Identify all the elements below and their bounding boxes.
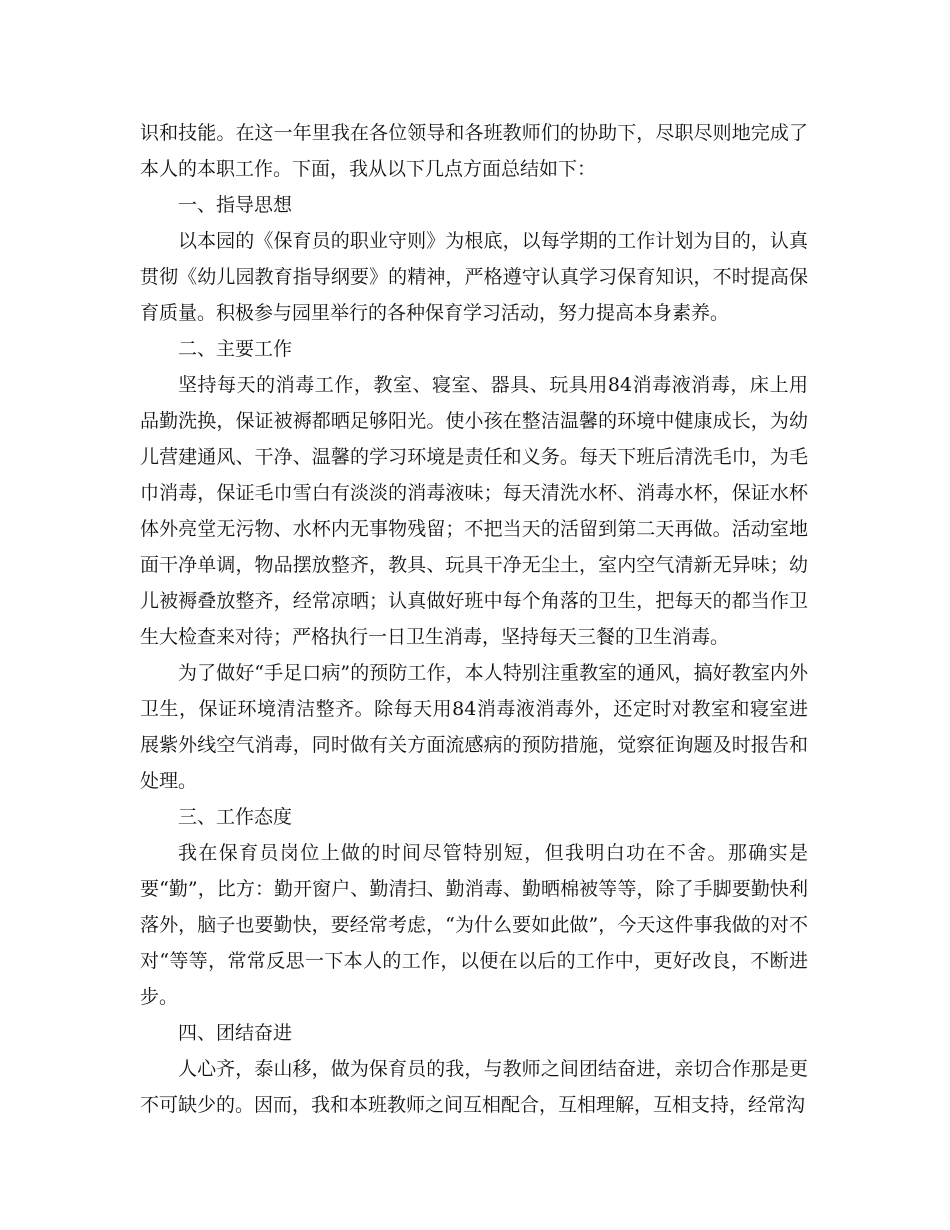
paragraph-work-attitude: 我在保育员岗位上做的时间尽管特别短，但我明白功在不舍。那确实是要“勤”，比方：勤开窗户、勤清扫、勤消毒、勤晒棉被等等，除了手脚要勤快利落外，脑子也要勤快，要经常考虑，“为什么要如此做”，今天这件事我做的对不对“等等，常常反思一下本人的工作，以便在以后的工作中，更好改良，不断进步。 [140,842,808,1008]
paragraph-continued-intro: 识和技能。在这一年里我在各位领导和各班教师们的协助下，尽职尽则地完成了本人的本职工作。下面，我从以下几点方面总结如下： [140,122,808,180]
paragraph-guiding-ideology: 以本园的《保育员的职业守则》为根底，以每学期的工作计划为目的，认真贯彻《幼儿园教育指导纲要》的精神，严格遵守认真学习保育知识，不时提高保育质量。积极参与园里举行的各种保育学习活动，努力提高本身素养。 [140,230,808,324]
paragraph-main-work-prevention: 为了做好“手足口病”的预防工作，本人特别注重教室的通风，搞好教室内外卫生，保证环境清洁整齐。除每天用84消毒液消毒外，还定时对教室和寝室进展紫外线空气消毒，同时做有关方面流感病的预防措施，觉察征询题及时报告和处理。 [140,662,808,792]
section-heading-unity: 四、团结奋进 [178,1022,293,1044]
paragraph-unity: 人心齐，泰山移，做为保育员的我，与教师之间团结奋进，亲切合作那是更不可缺少的。因而，我和本班教师之间互相配合，互相理解，互相支持，经常沟 [140,1058,808,1116]
section-heading-work-attitude: 三、工作态度 [178,806,293,828]
section-heading-guiding-ideology: 一、指导思想 [178,194,293,216]
section-heading-main-work: 二、主要工作 [178,338,293,360]
paragraph-main-work-disinfection: 坚持每天的消毒工作，教室、寝室、器具、玩具用84消毒液消毒，床上用品勤洗换，保证被褥都晒足够阳光。使小孩在整洁温馨的环境中健康成长，为幼儿营建通风、干净、温馨的学习环境是责任和义务。每天下班后清洗毛巾，为毛巾消毒，保证毛巾雪白有淡淡的消毒液味；每天清洗水杯、消毒水杯，保证水杯体外亮堂无污物、水杯内无事物残留；不把当天的活留到第二天再做。活动室地面干净单调，物品摆放整齐，教具、玩具干净无尘土，室内空气清新无异味；幼儿被褥叠放整齐，经常凉晒；认真做好班中每个角落的卫生，把每天的都当作卫生大检查来对待；严格执行一日卫生消毒，坚持每天三餐的卫生消毒。 [140,374,808,648]
document-page [140,115,808,1123]
